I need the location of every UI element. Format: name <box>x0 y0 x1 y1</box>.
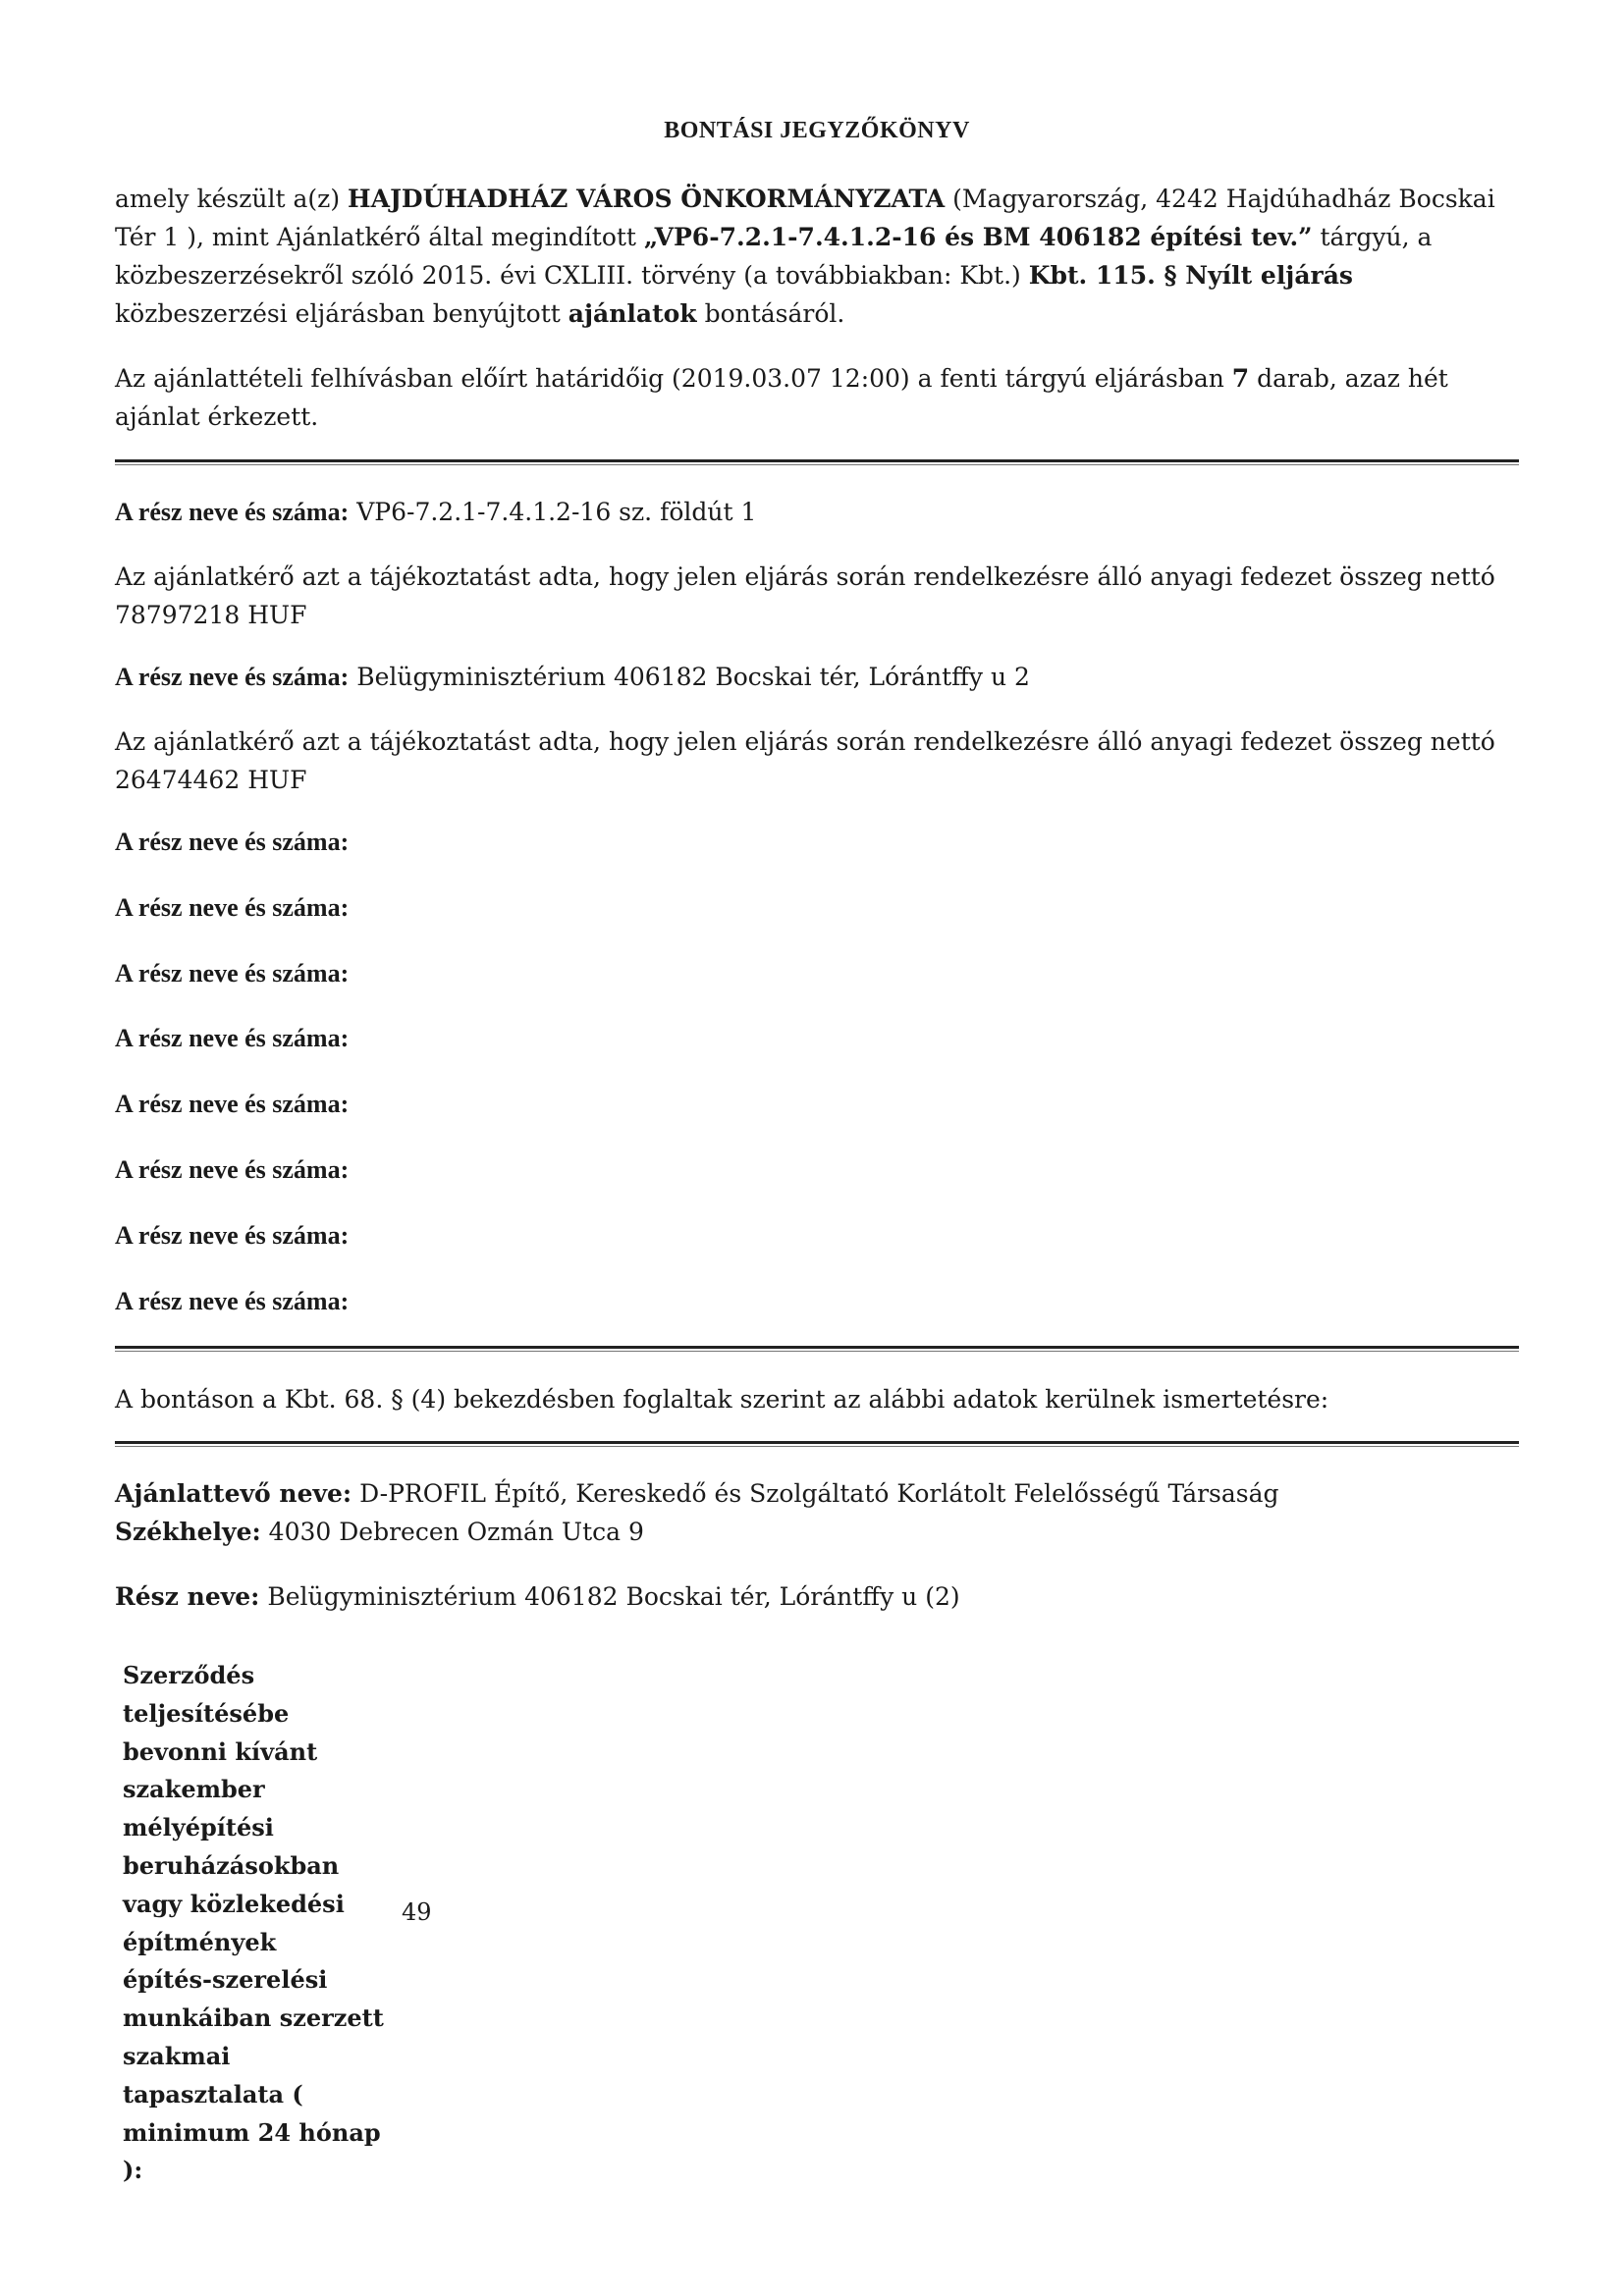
section-divider <box>115 459 1519 462</box>
part-name: Belügyminisztérium 406182 Bocskai tér, Lórántffy u 2 <box>349 663 1030 691</box>
empty-part-line: A rész neve és száma: <box>115 1024 350 1052</box>
criterion-label-line: teljesítésébe <box>123 1698 290 1728</box>
part-2-line <box>115 658 1519 696</box>
intro-text: amely készült a(z) <box>115 185 349 213</box>
procedure-type: Kbt. 115. § Nyílt eljárás <box>1028 261 1353 290</box>
criterion-label-line: építés-szerelési <box>123 1965 328 1995</box>
intro-paragraph <box>115 180 1519 333</box>
empty-part-line: A rész neve és száma: <box>115 1221 350 1250</box>
intro-text: közbeszerzési eljárásban benyújtott <box>115 299 568 328</box>
deadline-text: Az ajánlattételi felhívásban előírt határidőig (2019.03.07 12:00) a fenti tárgyú eljárásban <box>115 364 1232 393</box>
criterion-label-line: építmények <box>123 1927 277 1956</box>
empty-part-line: A rész neve és száma: <box>115 1155 350 1184</box>
section-divider <box>115 1346 1519 1349</box>
evaluation-criterion-label <box>123 1657 407 2190</box>
criterion-label-line: bevonni kívánt <box>123 1736 318 1766</box>
disclosure-statement: A bontáson a Kbt. 68. § (4) bekezdésben foglaltak szerint az alábbi adatok kerülnek ismertetésre: <box>115 1385 1329 1414</box>
empty-part-line: A rész neve és száma: <box>115 893 350 922</box>
bidder-name-label: Ajánlattevő neve: <box>115 1479 352 1508</box>
intro-text: tárgyú, a közbeszerzésekről szóló 2015. évi CXLIII. törvény (a továbbiakban: Kbt.) <box>115 223 1433 290</box>
bidder-part: Belügyminisztérium 406182 Bocskai tér, Lórántffy u (2) <box>259 1582 960 1611</box>
criterion-label-line: munkáiban szerzett <box>123 2003 384 2033</box>
bidder-seat-line <box>115 1513 1519 1551</box>
empty-part-line: A rész neve és száma: <box>115 828 350 856</box>
section-divider <box>115 1441 1519 1444</box>
criterion-label-line: tapasztalata ( <box>123 2079 303 2109</box>
empty-part-line: A rész neve és száma: <box>115 1090 350 1118</box>
empty-part-line: A rész neve és száma: <box>115 1287 350 1315</box>
part-1-line <box>115 493 1519 531</box>
criterion-label-line: beruházásokban <box>123 1850 340 1880</box>
criterion-label-line: szakember <box>123 1775 265 1804</box>
bidder-seat: 4030 Debrecen Ozmán Utca 9 <box>260 1518 644 1546</box>
bidder-name: D-PROFIL Építő, Kereskedő és Szolgáltató Korlátolt Felelősségű Társaság <box>352 1479 1279 1508</box>
bidder-part-label: Rész neve: <box>115 1582 260 1611</box>
bidder-name-line <box>115 1474 1519 1513</box>
part-2-budget-note: Az ajánlatkérő azt a tájékoztatást adta, hogy jelen eljárás során rendelkezésre álló anyagi fedezet összeg nettó 26474462 HUF <box>115 727 1495 794</box>
criterion-label-line: Szerződés <box>123 1661 255 1689</box>
part-1-budget-note: Az ajánlatkérő azt a tájékoztatást adta, hogy jelen eljárás során rendelkezésre álló anyagi fedezet összeg nettó 78797218 HUF <box>115 562 1495 629</box>
part-name: VP6-7.2.1-7.4.1.2-16 sz. földút 1 <box>349 498 757 526</box>
criterion-label-line: vagy közlekedési <box>123 1889 345 1918</box>
contracting-authority: HAJDÚHADHÁZ VÁROS ÖNKORMÁNYZATA <box>348 185 946 213</box>
deadline-text: darab, azaz hét ajánlat érkezett. <box>115 364 1448 431</box>
intro-text: (Magyarország, 4242 Hajdúhadház Bocskai Tér 1 ), mint Ajánlatkérő által megindított <box>115 185 1495 251</box>
bids-term: ajánlatok <box>568 299 697 328</box>
empty-part-line: A rész neve és száma: <box>115 959 350 988</box>
deadline-paragraph <box>115 359 1519 436</box>
criterion-label-line: szakmai <box>123 2041 231 2070</box>
procurement-subject: „VP6-7.2.1-7.4.1.2-16 és BM 406182 építési tev.” <box>643 223 1313 251</box>
bidder-seat-label: Székhelye: <box>115 1518 261 1546</box>
criterion-label-line: ): <box>123 2156 143 2185</box>
criterion-label-line: minimum 24 hónap <box>123 2117 381 2147</box>
criterion-label-line: mélyépítési <box>123 1813 274 1842</box>
document-title: BONTÁSI JEGYZŐKÖNYV <box>664 118 970 143</box>
part-label: A rész neve és száma: <box>115 663 350 691</box>
evaluation-criterion-value: 49 <box>402 1898 432 1926</box>
intro-text: bontásáról. <box>696 299 845 328</box>
bid-count: 7 <box>1231 364 1250 393</box>
part-label: A rész neve és száma: <box>115 498 350 526</box>
bidder-part-line <box>115 1577 1519 1616</box>
